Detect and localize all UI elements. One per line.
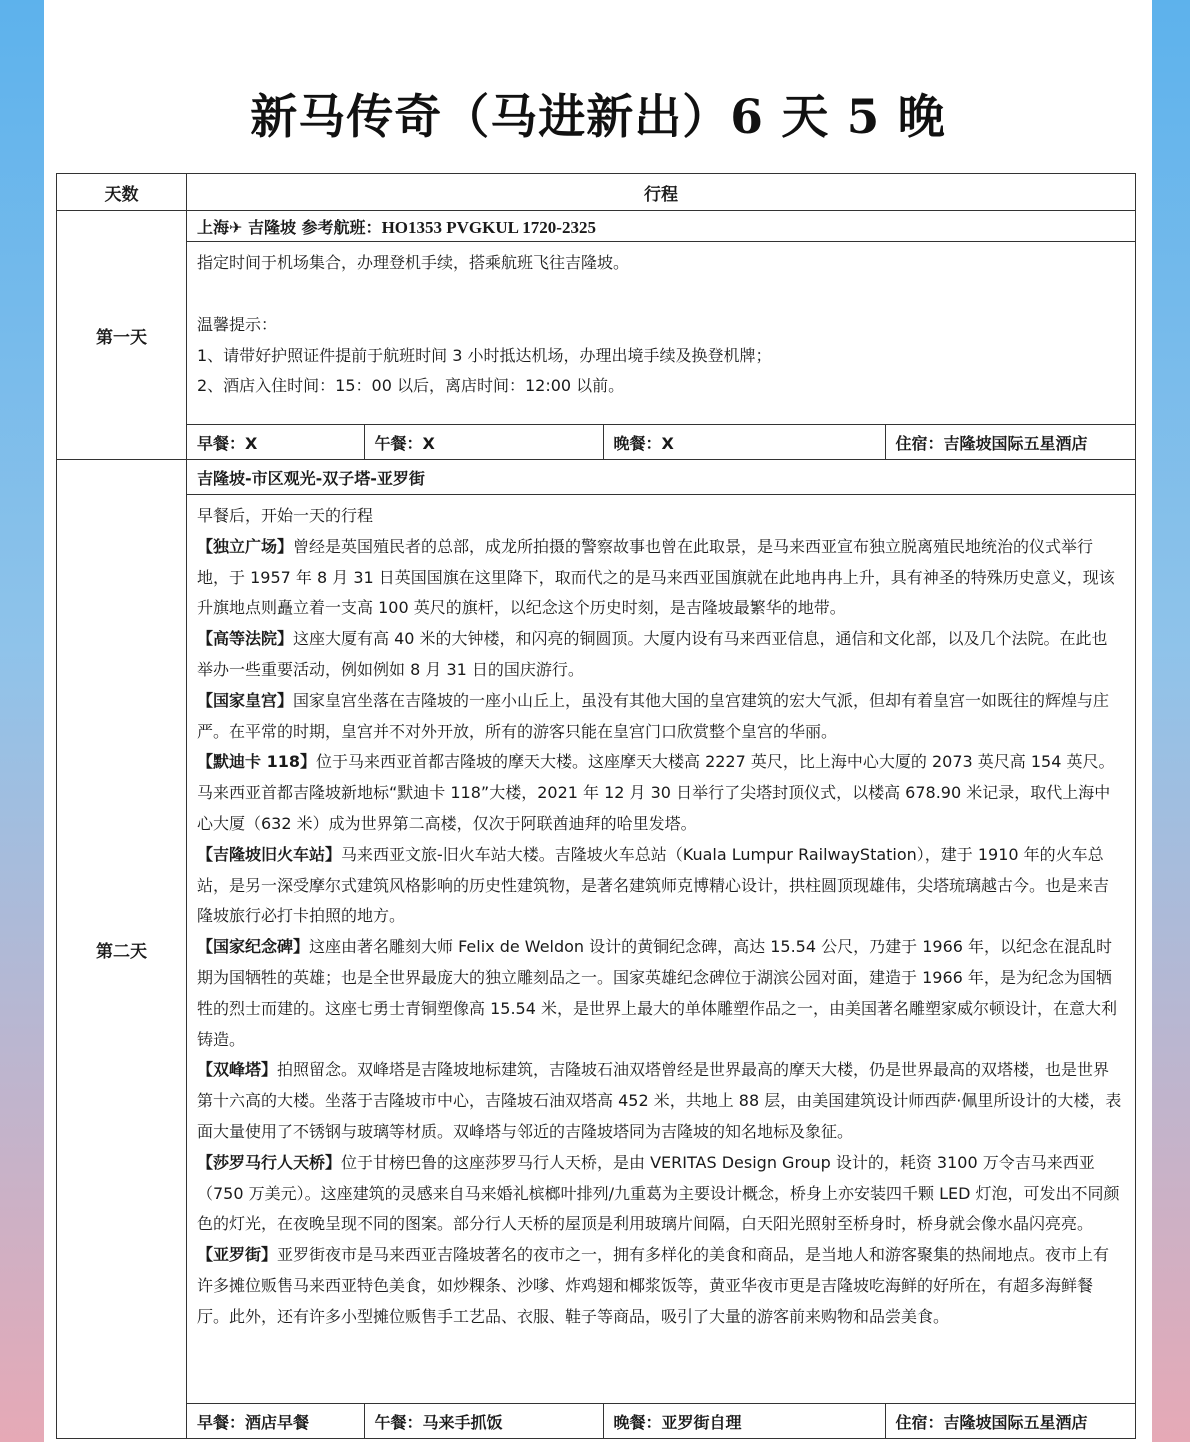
attraction-name: 【默迪卡 118】 [197, 752, 316, 772]
day1-content [187, 242, 1136, 425]
day1-tip-1: 1、请带好护照证件提前于航班时间 3 小时抵达机场，办理出境手续及换登机牌； [197, 345, 772, 365]
page-title: 新马传奇（马进新出）6 天 5 晚 [250, 90, 946, 145]
day1-hotel: 住宿：吉隆坡国际五星酒店 [885, 425, 1135, 459]
day1-route [187, 211, 1136, 242]
day1-tip-2: 2、酒店入住时间：15：00 以后，离店时间：12:00 以前。 [197, 376, 625, 396]
day2-route: 吉隆坡-市区观光-双子塔-亚罗街 [187, 460, 1136, 495]
day2-hotel: 住宿：吉隆坡国际五星酒店 [885, 1404, 1135, 1438]
day2-intro: 早餐后，开始一天的行程 [197, 506, 374, 525]
attraction-high-court [197, 624, 1123, 686]
day-column-header: 天数 [57, 174, 187, 211]
day2-dinner: 晚餐：亚罗街自理 [603, 1404, 885, 1438]
attraction-saloma-bridge [197, 1148, 1123, 1240]
day1-content-row [57, 242, 1136, 425]
attraction-text: 曾经是英国殖民者的总部，成龙所拍摄的警察故事也曾在此取景，是马来西亚宣布独立脱离殖民地统治的仪式举行地，于 1957 年 8 月 31 日英国国旗在这里降下，取而代之的是马来西亚国旗就在此地冉冉上升，具有神圣的特殊历史意义，现该升旗地点则矗立着一支高 100 英尺的旗杆，以纪念这个历史时刻，是吉隆坡最繁华的地带。 [197, 536, 1115, 618]
day1-spacer [197, 279, 1123, 310]
day2-meals-row [57, 1404, 1136, 1439]
attraction-text: 这座大厦有高 40 米的大钟楼，和闪亮的铜圆顶。大厦内设有马来西亚信息，通信和文化部，以及几个法院。在此也举办一些重要活动，例如例如 8 月 31 日的国庆游行。 [197, 629, 1108, 679]
day1-flight-code: HO1353 PVGKUL 1720-2325 [381, 217, 596, 237]
attraction-twin-towers [197, 1055, 1123, 1147]
day1-tips-title: 温馨提示： [197, 314, 278, 334]
day1-route-row [57, 211, 1136, 242]
itinerary-document [44, 0, 1152, 1442]
day1-meals [187, 425, 1136, 460]
day1-lunch: 午餐：X [364, 425, 603, 459]
day2-route-row [57, 460, 1136, 495]
itinerary-column-header: 行程 [187, 174, 1136, 211]
day1-dinner: 晚餐：X [603, 425, 885, 459]
attraction-name: 【高等法院】 [197, 629, 294, 649]
attraction-name: 【亚罗街】 [197, 1245, 278, 1265]
day2-content-row [57, 495, 1136, 1404]
day2-meals [187, 1404, 1136, 1439]
attraction-text: 马来西亚文旅-旧火车站大楼。吉隆坡火车总站（Kuala Lumpur RailwayStation），建于 1910 年的火车总站，是另一深受摩尔式建筑风格影响的历史性建筑物，是著名建筑师克博精心设计，拱柱圆顶现雄伟，尖塔琉璃越古今。也是来吉隆坡旅行必打卡拍照的地方。 [197, 844, 1110, 926]
attraction-national-monument [197, 932, 1123, 1055]
day1-route-text: 上海✈ 吉隆坡 参考航班： [197, 217, 382, 237]
attraction-name: 【吉隆坡旧火车站】 [197, 844, 342, 864]
day2-label: 第二天 [57, 460, 187, 1439]
attraction-merdeka-118 [197, 747, 1123, 839]
attraction-jalan-alor [197, 1240, 1123, 1332]
attraction-text: 位于马来西亚首都吉隆坡的摩天大楼。这座摩天大楼高 2227 英尺，比上海中心大厦的 2073 英尺高 154 英尺。马来西亚首都吉隆坡新地标“默迪卡 118”大楼，2021 年 12 月 30 日举行了尖塔封顶仪式，以楼高 678.90 米记录，取代上海中心大厦（632 米）成为世界第二高楼，仅次于阿联酋迪拜的哈里发塔。 [197, 752, 1115, 833]
attraction-national-palace [197, 686, 1123, 748]
attraction-name: 【国家皇宫】 [197, 690, 294, 710]
attraction-name: 【双峰塔】 [197, 1060, 278, 1080]
attraction-name: 【国家纪念碑】 [197, 937, 310, 957]
attraction-old-railway-station [197, 840, 1123, 932]
day1-label: 第一天 [57, 211, 187, 460]
attraction-name: 【独立广场】 [197, 536, 294, 556]
day1-intro: 指定时间于机场集合，办理登机手续，搭乘航班飞往吉隆坡。 [197, 253, 630, 272]
attraction-name: 【莎罗马行人天桥】 [197, 1152, 342, 1172]
attraction-text: 国家皇宫坐落在吉隆坡的一座小山丘上，虽没有其他大国的皇宫建筑的宏大气派，但却有着皇宫一如既往的辉煌与庄严。在平常的时期，皇宫并不对外开放，所有的游客只能在皇宫门口欣赏整个皇宫的华丽。 [197, 690, 1110, 741]
attraction-text: 这座由著名雕刻大师 Felix de Weldon 设计的黄铜纪念碑，高达 15.54 公尺，乃建于 1966 年，以纪念在混乱时期为国牺牲的英雄；也是全世界最庞大的独立雕刻品之一。国家英雄纪念碑位于湖滨公园对面，建造于 1966 年，是为纪念为国牺牲的烈士而建的。这座七勇士青铜塑像高 15.54 米，是世界上最大的单体雕塑作品之一，由美国著名雕塑家威尔顿设计，在意大利铸造。 [197, 937, 1117, 1049]
day2-content [187, 495, 1136, 1404]
attraction-text: 亚罗街夜市是马来西亚吉隆坡著名的夜市之一，拥有多样化的美食和商品，是当地人和游客聚集的热闹地点。夜市上有许多摊位贩售马来西亚特色美食，如炒粿条、沙嗲、炸鸡翅和椰浆饭等，黄亚华夜市更是吉隆坡吃海鲜的好所在，有超多海鲜餐厅。此外，还有许多小型摊位贩售手工艺品、衣服、鞋子等商品，吸引了大量的游客前来购物和品尝美食。 [197, 1245, 1110, 1326]
attraction-text: 拍照留念。双峰塔是吉隆坡地标建筑，吉隆坡石油双塔曾经是世界最高的摩天大楼，仍是世界最高的双塔楼，也是世界第十六高的大楼。坐落于吉隆坡市中心，吉隆坡石油双塔高 452 米，共地上 88 层，由美国建筑设计师西萨·佩里所设计的大楼，表面大量使用了不锈钢与玻璃等材质。双峰塔与邻近的吉隆坡塔同为吉隆坡的知名地标及象征。 [197, 1060, 1122, 1141]
day1-meals-row [57, 425, 1136, 460]
day2-breakfast: 早餐：酒店早餐 [197, 1412, 310, 1432]
day1-breakfast: 早餐：X [197, 433, 258, 453]
attraction-text: 位于甘榜巴鲁的这座莎罗马行人天桥，是由 VERITAS Design Group 设计的，耗资 3100 万令吉马来西亚（750 万美元）。这座建筑的灵感来自马来婚礼槟榔叶排列/九重葛为主要设计概念，桥身上亦安装四千颗 LED 灯泡，可发出不同颜色的灯光，在夜晚呈现不同的图案。部分行人天桥的屋顶是利用玻璃片间隔，白天阳光照射至桥身时，桥身就会像水晶闪亮亮。 [197, 1152, 1120, 1234]
itinerary-table [56, 173, 1136, 1439]
table-header-row [57, 174, 1136, 211]
day2-lunch: 午餐：马来手抓饭 [364, 1404, 603, 1438]
attraction-independence-square [197, 532, 1123, 624]
